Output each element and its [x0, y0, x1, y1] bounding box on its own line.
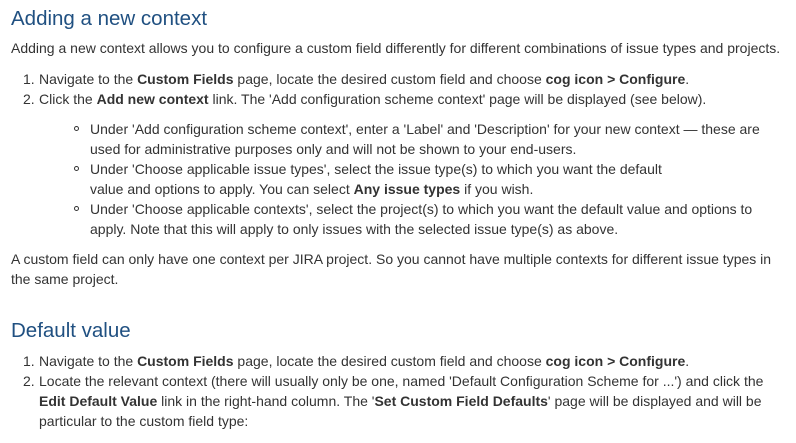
list-item: [11, 371, 795, 431]
bullet-text-line: [90, 179, 795, 199]
step-text: ' page will be displayed and will be: [547, 393, 762, 409]
list-item: [11, 89, 706, 109]
step-text: page, locate the desired custom field and choose: [233, 353, 546, 369]
step-text: Locate the relevant context (there will usually only be one, named 'Default Configuration Scheme for ...') and click the: [39, 373, 764, 389]
heading-default-value: Default value: [11, 319, 131, 342]
note-text: the same project.: [11, 271, 119, 287]
hollow-bullet-icon: [74, 126, 79, 131]
bullet-text: Under 'Choose applicable issue types', select the issue type(s) to which you want the default: [90, 161, 662, 177]
step-text: .: [685, 71, 690, 87]
step-text: link in the right-hand column. The ': [157, 393, 375, 409]
ui-term-custom-fields: Custom Fields: [137, 353, 234, 369]
list-item: [11, 351, 795, 371]
context-note-paragraph: [11, 249, 791, 289]
context-options-list: [11, 119, 795, 239]
hollow-bullet-icon: [74, 166, 79, 171]
ui-term-add-new-context: Add new context: [96, 91, 209, 107]
context-steps-list: [11, 69, 706, 109]
step-number: 1.: [23, 353, 35, 369]
ui-term-cog-configure: cog icon > Configure: [545, 353, 686, 369]
step-text-line: [39, 391, 795, 411]
bullet-text: if you wish.: [460, 181, 534, 197]
step-text: particular to the custom field type:: [39, 413, 249, 429]
list-item: [11, 119, 795, 159]
step-number: 1.: [23, 71, 35, 87]
ui-term-cog-configure: cog icon > Configure: [545, 71, 686, 87]
default-value-steps-list: [11, 351, 795, 431]
step-number: 2.: [23, 373, 35, 389]
bullet-text: Under 'Add configuration scheme context', enter a 'Label' and 'Description' for your new context — these are: [90, 121, 760, 137]
intro-paragraph: Adding a new context allows you to configure a custom field differently for different combinations of issue types and projects.: [11, 40, 781, 56]
note-text: A custom field can only have one context per JIRA project. So you cannot have multiple contexts for different issue types in: [11, 251, 772, 267]
list-item: [11, 159, 795, 199]
step-text: Navigate to the: [39, 353, 138, 369]
ui-term-set-custom-field-defaults: Set Custom Field Defaults: [374, 393, 548, 409]
step-text: Navigate to the: [39, 71, 138, 87]
step-number: 2.: [23, 91, 35, 107]
step-text: Click the: [39, 91, 97, 107]
heading-adding-new-context: Adding a new context: [11, 7, 208, 30]
list-item: [11, 69, 706, 89]
ui-term-custom-fields: Custom Fields: [137, 71, 234, 87]
ui-term-any-issue-types: Any issue types: [353, 181, 461, 197]
step-text: link. The 'Add configuration scheme context' page will be displayed (see below).: [208, 91, 707, 107]
bullet-text: value and options to apply. You can select: [90, 181, 354, 197]
step-text: .: [685, 353, 690, 369]
bullet-text: apply. Note that this will apply to only issues with the selected issue type(s) as above.: [90, 221, 619, 237]
ui-term-edit-default-value: Edit Default Value: [39, 393, 158, 409]
bullet-text: used for administrative purposes only and will not be shown to your end-users.: [90, 141, 577, 157]
hollow-bullet-icon: [74, 206, 79, 211]
list-item: [11, 199, 795, 239]
step-text: page, locate the desired custom field and choose: [233, 71, 546, 87]
bullet-text: Under 'Choose applicable contexts', select the project(s) to which you want the default value and options to: [90, 201, 753, 217]
